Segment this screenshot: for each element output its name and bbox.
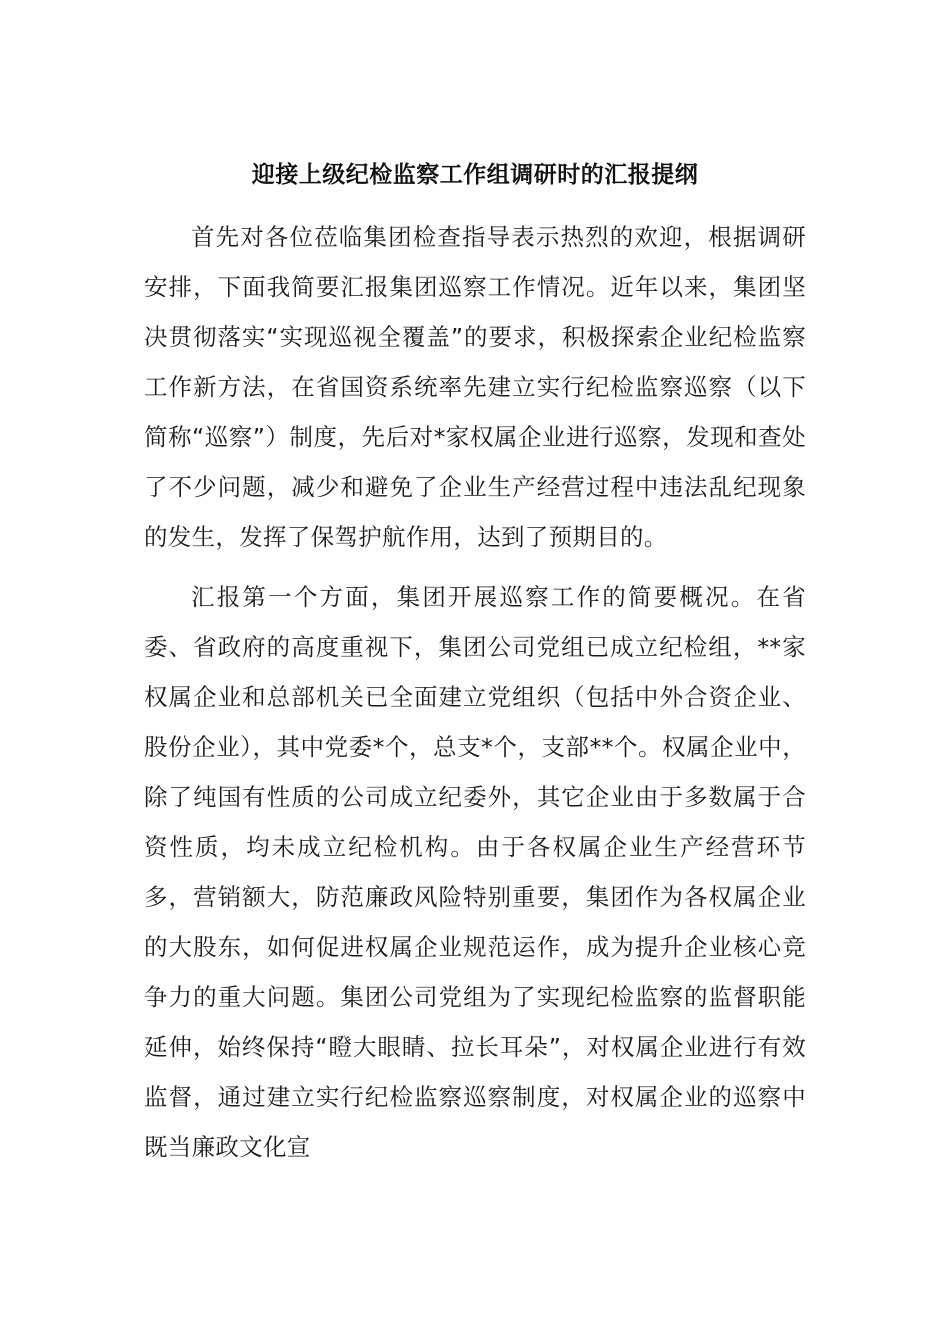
paragraph-2: 汇报第一个方面，集团开展巡察工作的简要概况。在省委、省政府的高度重视下，集团公司党组已成立纪检组，**家权属企业和总部机关已全面建立党组织（包括中外合资企业、股份企业），其中党委*个，总支*个，支部**个。权属企业中，除了纯国有性质的公司成立纪委外，其它企业由于多数属于合资性质，均未成立纪检机构。由于各权属企业生产经营环节多，营销额大，防范廉政风险特别重要，集团作为各权属企业的大股东，如何促进权属企业规范运作，成为提升企业核心竞争力的重大问题。集团公司党组为了实现纪检监察的监督职能延伸，始终保持“瞪大眼睛、拉长耳朵”，对权属企业进行有效监督，通过建立实行纪检监察巡察制度，对权属企业的巡察中既当廉政文化宣	[144, 583, 806, 1161]
document-body	[144, 212, 806, 1172]
document-title: 迎接上级纪检监察工作组调研时的汇报提纲	[251, 162, 699, 188]
paragraph-1: 首先对各位莅临集团检查指导表示热烈的欢迎，根据调研安排，下面我简要汇报集团巡察工作情况。近年以来，集团坚决贯彻落实“实现巡视全覆盖”的要求，积极探索企业纪检监察工作新方法，在省国资系统率先建立实行纪检监察巡察（以下简称“巡察”）制度，先后对*家权属企业进行巡察，发现和查处了不少问题，减少和避免了企业生产经营过程中违法乱纪现象的发生，发挥了保驾护航作用，达到了预期目的。	[144, 223, 806, 551]
